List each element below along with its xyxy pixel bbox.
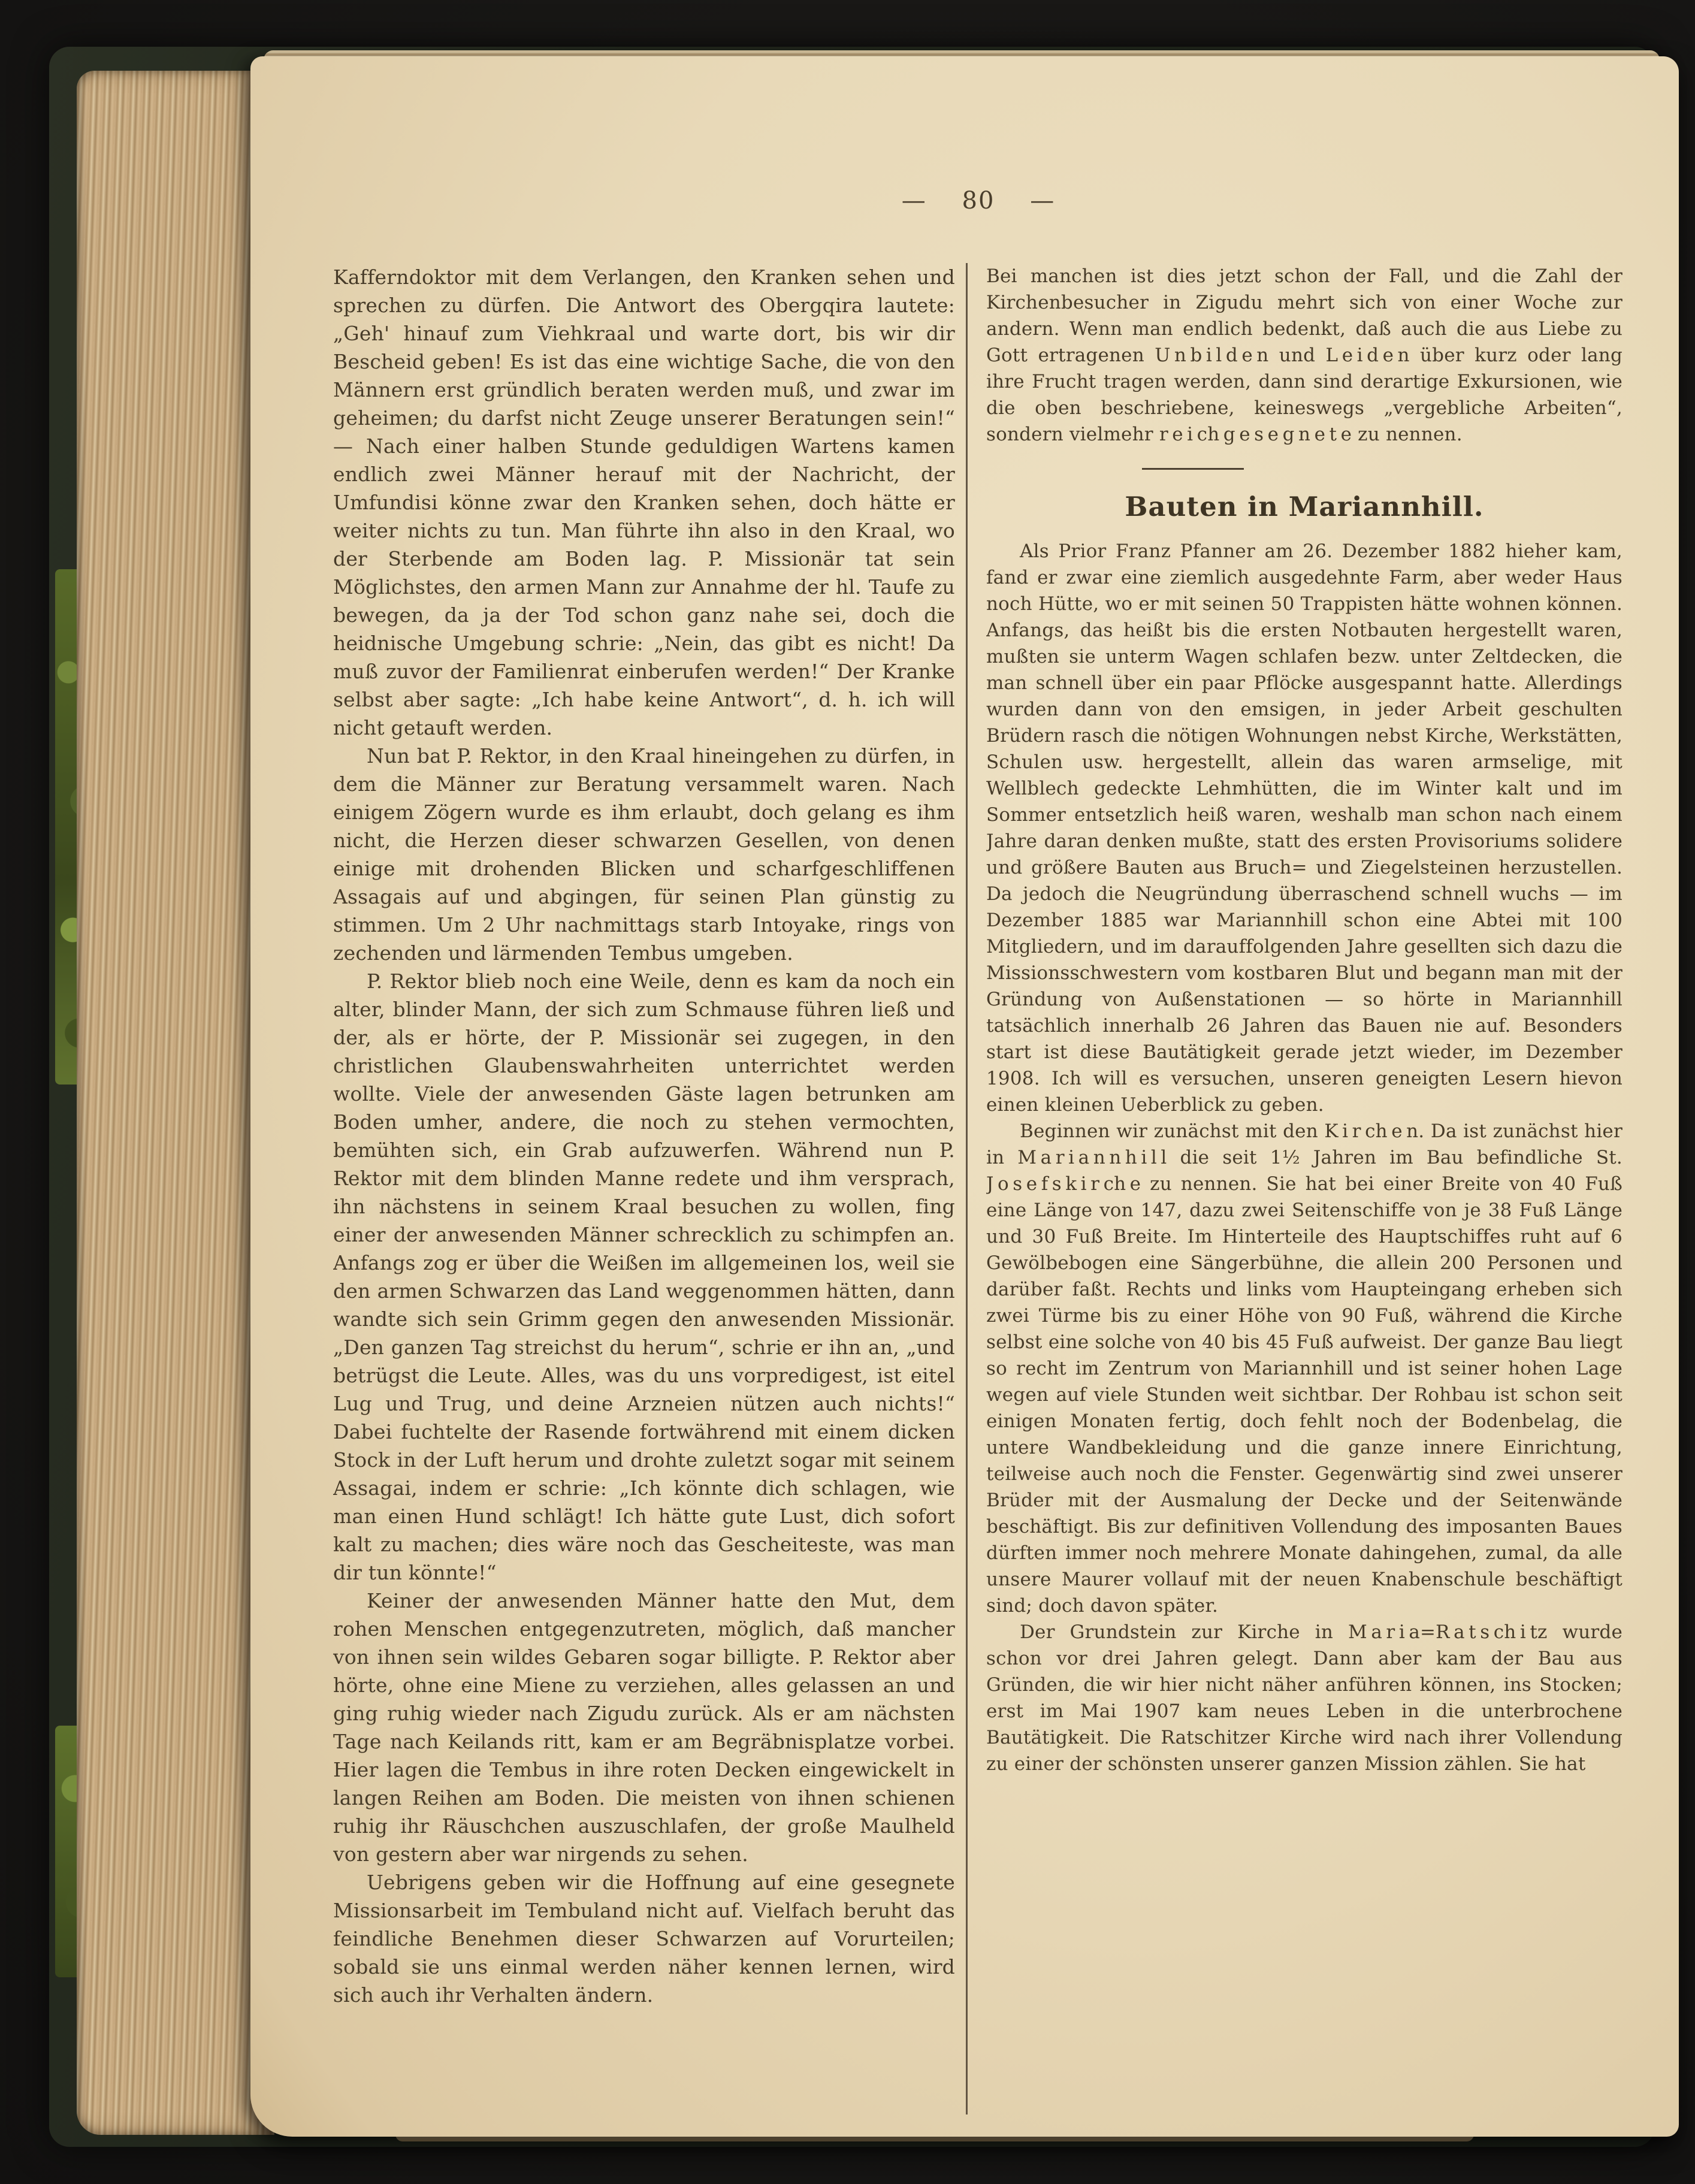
paragraph: Bei manchen ist dies jetzt schon der Fall, und die Zahl der Kirchenbesucher in Zigudu mehrt sich von einer Woche zur andern. Wenn man endlich bedenkt, daß auch die aus Liebe zu Gott ertragenen U n b i l d e n und L e i d e n über kurz oder lang ihre Frucht tragen werden, dann sind derartige Exkursionen, wie die oben beschriebene, keineswegs „vergebliche Arbeiten“, sondern vielmehr r e i ch g e s e g n e t e zu nennen. — [986, 265, 1623, 445]
paragraph: P. Rektor blieb noch eine Weile, denn es kam da noch ein alter, blinder Mann, der sich zum Schmause führen ließ und der, als er hörte, der P. Missionär sei zugegen, in den christlichen Glaubenswahrheiten unterrichtet werden wollte. Viele der anwesenden Gäste lagen betrunken am Boden umher, andere, die noch zu stehen vermochten, bemühten sich, ein Grab aufzuwerfen. Während nun P. Rektor mit dem blinden Manne redete und ihm versprach, ihn nächstens in seinem Kraal besuchen zu wollen, fing einer der anwesenden Männer schrecklich zu schimpfen an. Anfangs zog er über die Weißen im allgemeinen los, weil sie den armen Schwarzen das Land weggenommen hätten, dann wandte sich sein Grimm gegen den anwesenden Missionär. „Den ganzen Tag streichst du herum“, schrie er ihn an, „und betrügst die Leute. Alles, was du uns vorpredigest, ist eitel Lug und Trug, und deine Arzneien nützen auch nichts!“ Dabei fuchtelte der Rasende fortwährend mit einem dicken Stock in der Luft herum und drohte zuletzt sogar mit seinem Assagai, indem er schrie: „Ich könnte dich schlagen, wie man einen Hund schlägt! Ich hätte gute Lust, dich sofort kalt zu machen; dies wäre noch das Gescheiteste, was man dir tun könnte!“ — [333, 969, 955, 1584]
paragraph: Uebrigens geben wir die Hoffnung auf eine gesegnete Missionsarbeit im Tembuland nicht auf. Vielfach beruht das feindliche Benehmen dieser Schwarzen auf Vorurteilen; sobald sie uns einmal werden näher kennen lernen, wird sich auch ihr Verhalten ändern. — [333, 1871, 955, 2007]
page-number: — 80 — — [901, 187, 1056, 215]
paragraph: Kafferndoktor mit dem Verlangen, den Kranken sehen und sprechen zu dürfen. Die Antwort des Obergqira lautete: „Geh' hinauf zum Viehkraal und warte dort, bis wir dir Bescheid geben! Es ist das eine wichtige Sache, die von den Männern erst gründlich beraten werden muß, und zwar im geheimen; du darfst nicht Zeuge unserer Beratungen sein!“ — Nach einer halben Stunde geduldigen Wartens kamen endlich zwei Männer herauf mit der Nachricht, der Umfundisi könne zwar den Kranken sehen, doch hätte er weiter nichts zu tun. Man führte ihn also in den Kraal, wo der Sterbende am Boden lag. P. Missionär tat sein Möglichstes, den armen Mann zur Annahme der hl. Taufe zu bewegen, da ja der Tod schon ganz nahe sei, doch die heidnische Umgebung schrie: „Nein, das gibt es nicht! Da muß zuvor der Familienrat einberufen werden!“ Der Kranke selbst aber sagte: „Ich habe keine Antwort“, d. h. ich will nicht getauft werden. — [333, 265, 955, 739]
paragraph: Beginnen wir zunächst mit den K i r ch e n. Da ist zunächst hier in M a r i a n n h i l l die seit 1½ Jahren im Bau befindliche St. J o s e f s k i r ch e zu nennen. Sie hat bei einer Breite von 40 Fuß eine Länge von 147, dazu zwei Seitenschiffe von je 38 Fuß Länge und 30 Fuß Breite. Im Hinterteile des Hauptschiffes ruht auf 6 Gewölbebogen eine Sängerbühne, die allein 200 Personen und darüber faßt. Rechts und links vom Haupteingang erheben sich zwei Türme bis zu einer Höhe von 90 Fuß, während die Kirche selbst eine solche von 40 bis 45 Fuß aufweist. Der ganze Bau liegt so recht im Zentrum von Mariannhill und ist seiner hohen Lage wegen auf viele Stunden weit sichtbar. Der Rohbau ist schon seit einigen Monaten fertig, doch fehlt noch der Bodenbelag, die untere Wandbekleidung und die ganze innere Einrichtung, teilweise auch noch die Fenster. Gegenwärtig sind zwei unserer Brüder mit der Ausmalung der Decke und der Seitenwände beschäftigt. Bis zur definitiven Vollendung des imposanten Baues dürften immer noch mehrere Monate dahingehen, zumal, da alle unsere Maurer vollauf mit der neuen Knabenschule beschäftigt sind; doch davon später. — [986, 1120, 1623, 1617]
left-column — [333, 263, 955, 2126]
book-page — [250, 56, 1679, 2137]
column-divider-rule — [966, 263, 968, 2114]
paragraph: Als Prior Franz Pfanner am 26. Dezember 1882 hieher kam, fand er zwar eine ziemlich ausgedehnte Farm, aber weder Haus noch Hütte, wo er mit seinen 50 Trappisten hätte wohnen können. Anfangs, das heißt bis die ersten Notbauten hergestellt waren, mußten sie unterm Wagen schlafen bezw. unter Zeltdecken, die man schnell über ein paar Pflöcke ausgespannt hatte. Allerdings wurden dann von den emsigen, in jeder Arbeit geschulten Brüdern rasch die nötigen Wohnungen nebst Kirche, Werkstätten, Schulen usw. hergestellt, allein das waren armselige, mit Wellblech gedeckte Lehmhütten, die im Winter kalt und im Sommer entsetzlich heiß waren, weshalb man schon nach einem Jahre daran denken mußte, statt des ersten Provisoriums solidere und größere Bauten aus Bruch= und Ziegelsteinen herzustellen. Da jedoch die Neugründung überraschend schnell wuchs — im Dezember 1885 war Mariannhill schon eine Abtei mit 100 Mitgliedern, und im darauffolgenden Jahre gesellten sich dazu die Missionsschwestern vom kostbaren Blut und begann man mit der Gründung von Außenstationen — so hörte in Mariannhill tatsächlich innerhalb 26 Jahren das Bauen nie auf. Besonders start ist diese Bautätigkeit gerade jetzt wieder, im Dezember 1908. Ich will es versuchen, unseren geneigten Lesern hievon einen kleinen Ueberblick zu geben. — [986, 540, 1623, 1116]
paragraph: Keiner der anwesenden Männer hatte den Mut, dem rohen Menschen entgegenzutreten, möglich, daß mancher von ihnen sein wildes Gebaren sogar billigte. P. Rektor aber hörte, ohne eine Miene zu verziehen, alles gelassen an und ging ruhig wieder nach Zigudu zurück. Als er am nächsten Tage nach Keilands ritt, kam er am Begräbnisplatze vorbei. Hier lagen die Tembus in ihre roten Decken eingewickelt in langen Reihen am Boden. Die meisten von ihnen schienen ruhig ihr Räuschchen auszuschlafen, der große Maulheld von gestern aber war nirgends zu sehen. — [333, 1589, 955, 1866]
article-title: Bauten in Mariannhill. — [1125, 491, 1484, 522]
right-column — [986, 263, 1623, 2126]
paragraph: Nun bat P. Rektor, in den Kraal hineingehen zu dürfen, in dem die Männer zur Beratung versammelt waren. Nach einigem Zögern wurde es ihm erlaubt, doch gelang es ihm nicht, die Herzen dieser schwarzen Gesellen, von denen einige mit drohenden Blicken und scharfgeschliffenen Assagais auf und abgingen, für seinen Plan günstig zu stimmen. Um 2 Uhr nachmittags starb Intoyake, rings von zechenden und lärmenden Tembus umgeben. — [333, 744, 955, 965]
article-separator-rule — [1142, 468, 1244, 470]
page-edge-stack — [77, 71, 274, 2135]
paragraph: Der Grundstein zur Kirche in M a r i a=R a t s ch i tz wurde schon vor drei Jahren gelegt. Dann aber kam der Bau aus Gründen, die wir hier nicht näher anführen können, ins Stocken; erst im Mai 1907 kam neues Leben in die unterbrochene Bautätigkeit. Die Ratschitzer Kirche wird nach ihrer Vollendung zu einer der schönsten unserer ganzen Mission zählen. Sie hat — [986, 1621, 1623, 1775]
